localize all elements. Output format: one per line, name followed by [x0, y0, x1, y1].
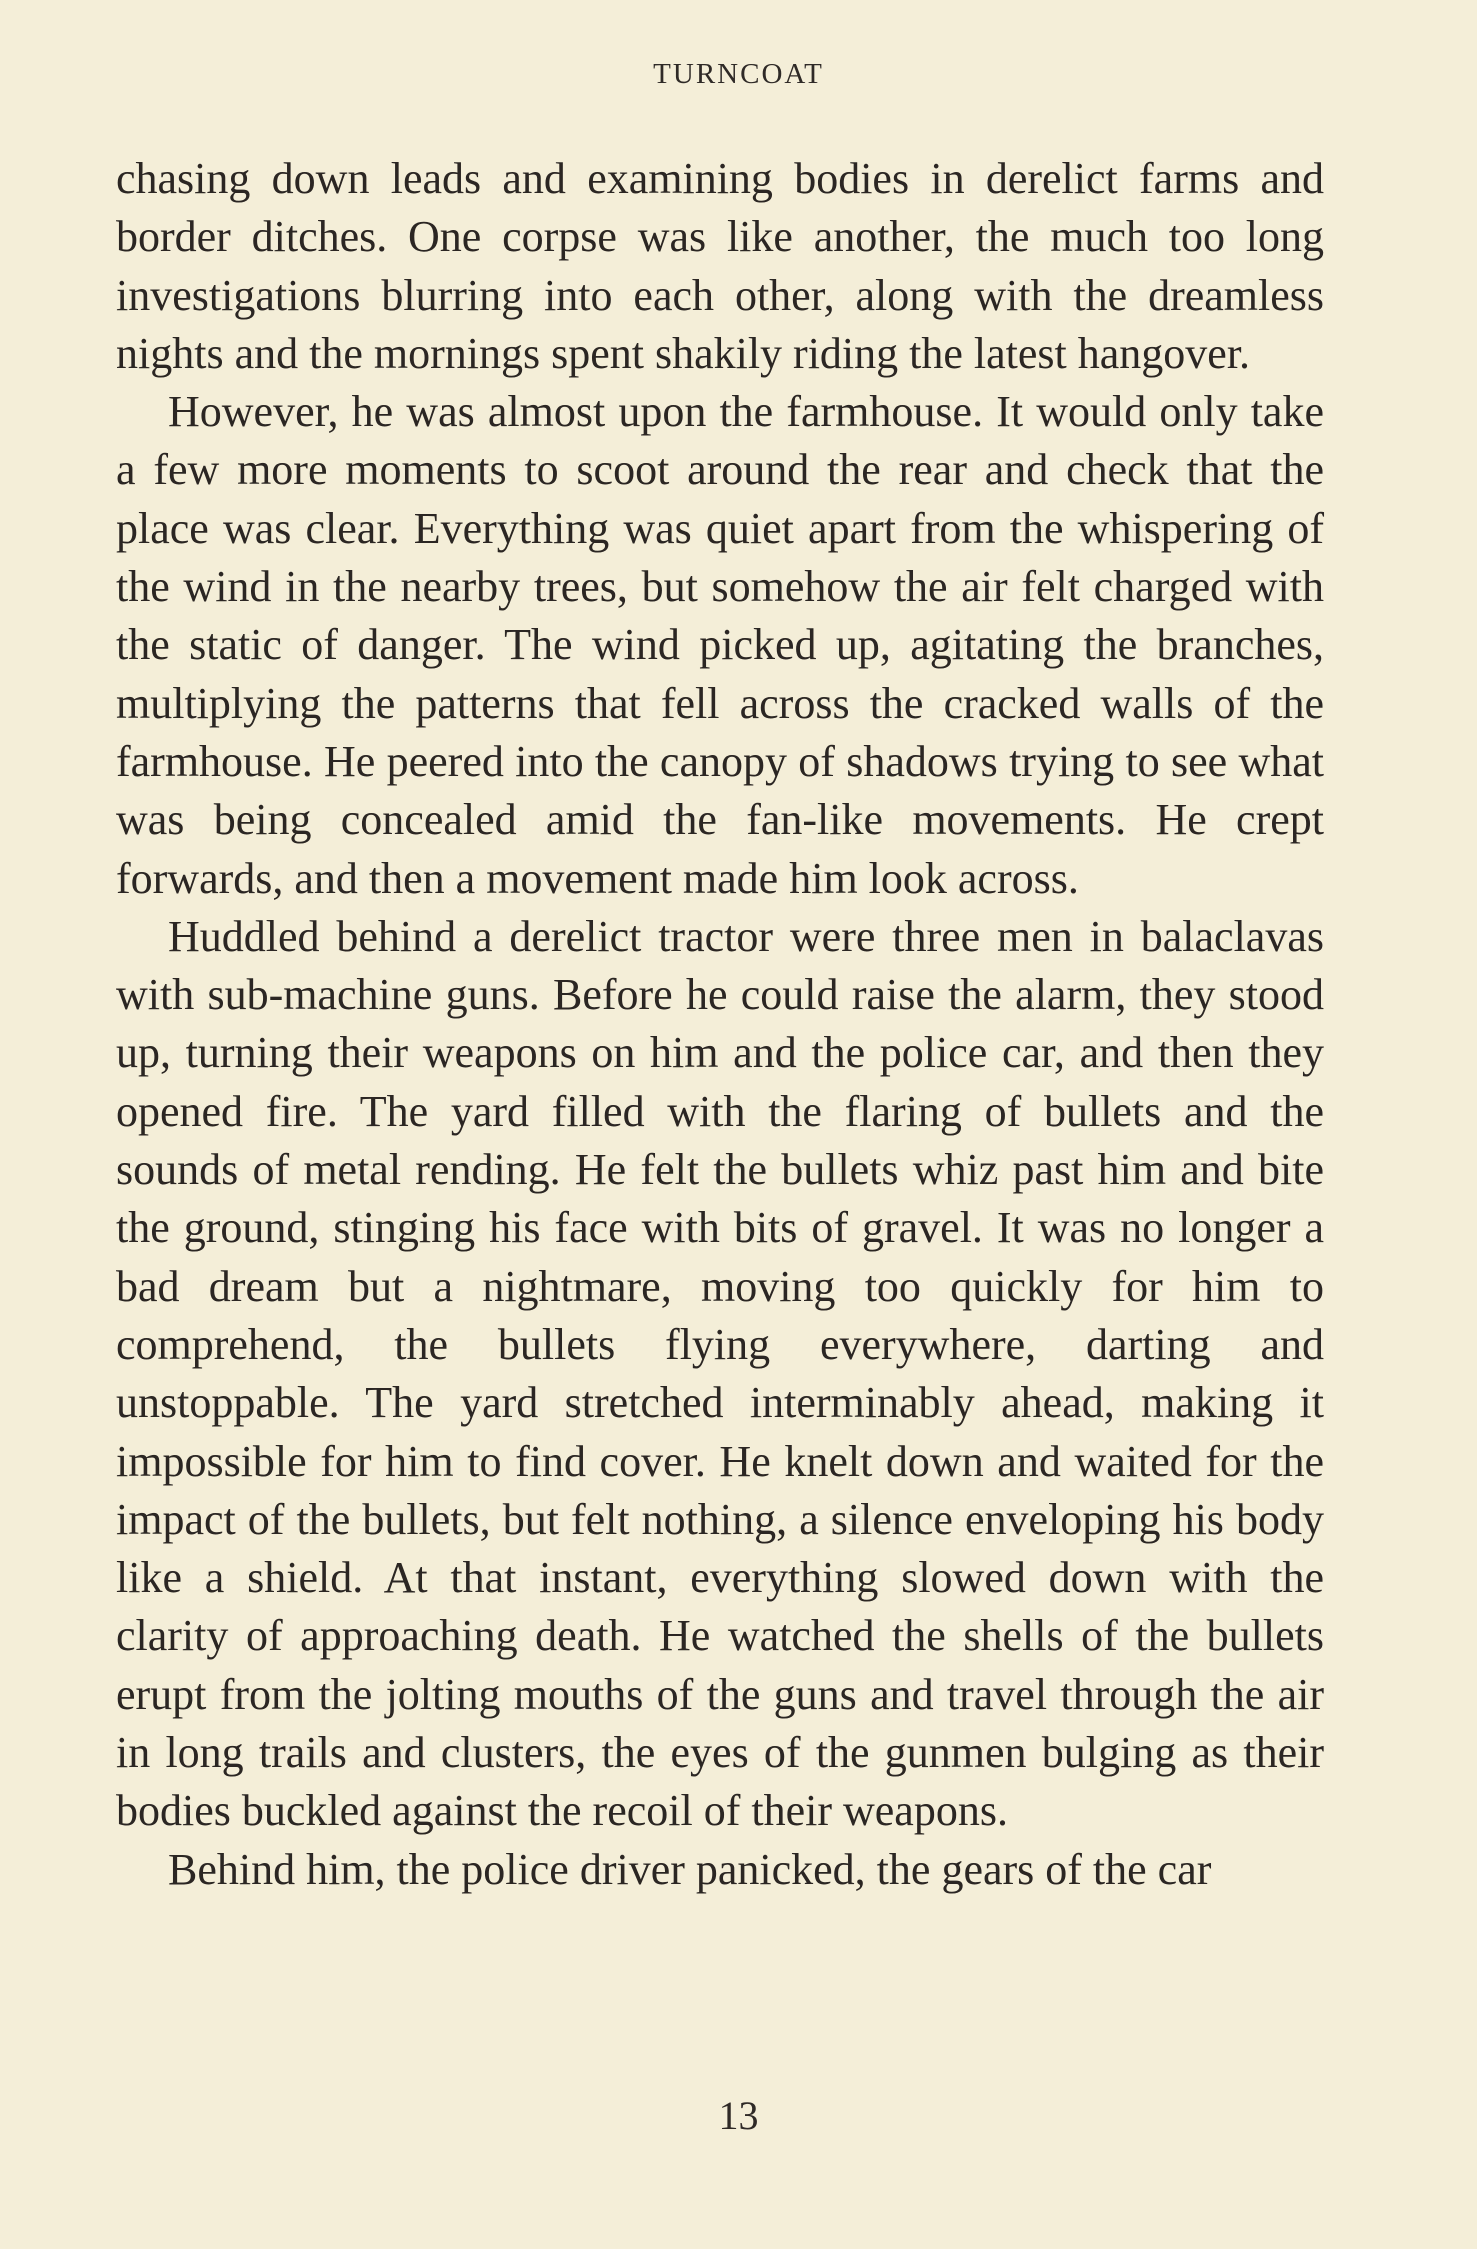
running-head: TURNCOAT [653, 58, 824, 90]
page-number: 13 [718, 2093, 759, 2138]
body-text [116, 150, 1324, 1899]
paragraph: Behind him, the police driver panicked, the gears of the car [168, 1844, 1212, 1894]
paragraph: However, he was almost upon the farmhouse. It would only take a few more moments to scoot around the rear and check that the place was clear. Everything was quiet apart from the whispering of the wind in the nearby trees, but somehow the air felt charged with the static of danger. The wind picked up, agitating the branches, multiplying the patterns that fell across the cracked walls of the farmhouse. He peered into the canopy of shadows trying to see what was being concealed amid the fan-like movements. He crept forwards, and then a movement made him look across. [116, 387, 1324, 903]
paragraph: Huddled behind a derelict tractor were three men in balaclavas with sub-machine guns. Before he could raise the alarm, they stood up, turning their weapons on him and the police car, and then they opened fire. The yard filled with the flaring of bullets and the sounds of metal rending. He felt the bullets whiz past him and bite the ground, stinging his face with bits of gravel. It was no longer a bad dream but a nightmare, moving too quickly for him to comprehend, the bullets flying everywhere, darting and unstoppable. The yard stretched interminably ahead, making it impossible for him to find cover. He knelt down and waited for the impact of the bullets, but felt nothing, a silence enveloping his body like a shield. At that instant, everything slowed down with the clarity of approaching death. He watched the shells of the bullets erupt from the jolting mouths of the guns and travel through the air in long trails and clusters, the eyes of the gunmen bulging as their bodies buckled against the recoil of their weapons. [116, 911, 1324, 1836]
paragraph: chasing down leads and examining bodies in derelict farms and border ditches. One corpse was like another, the much too long investigations blurring into each other, along with the dreamless nights and the mornings spent shakily riding the latest hangover. [116, 154, 1324, 378]
